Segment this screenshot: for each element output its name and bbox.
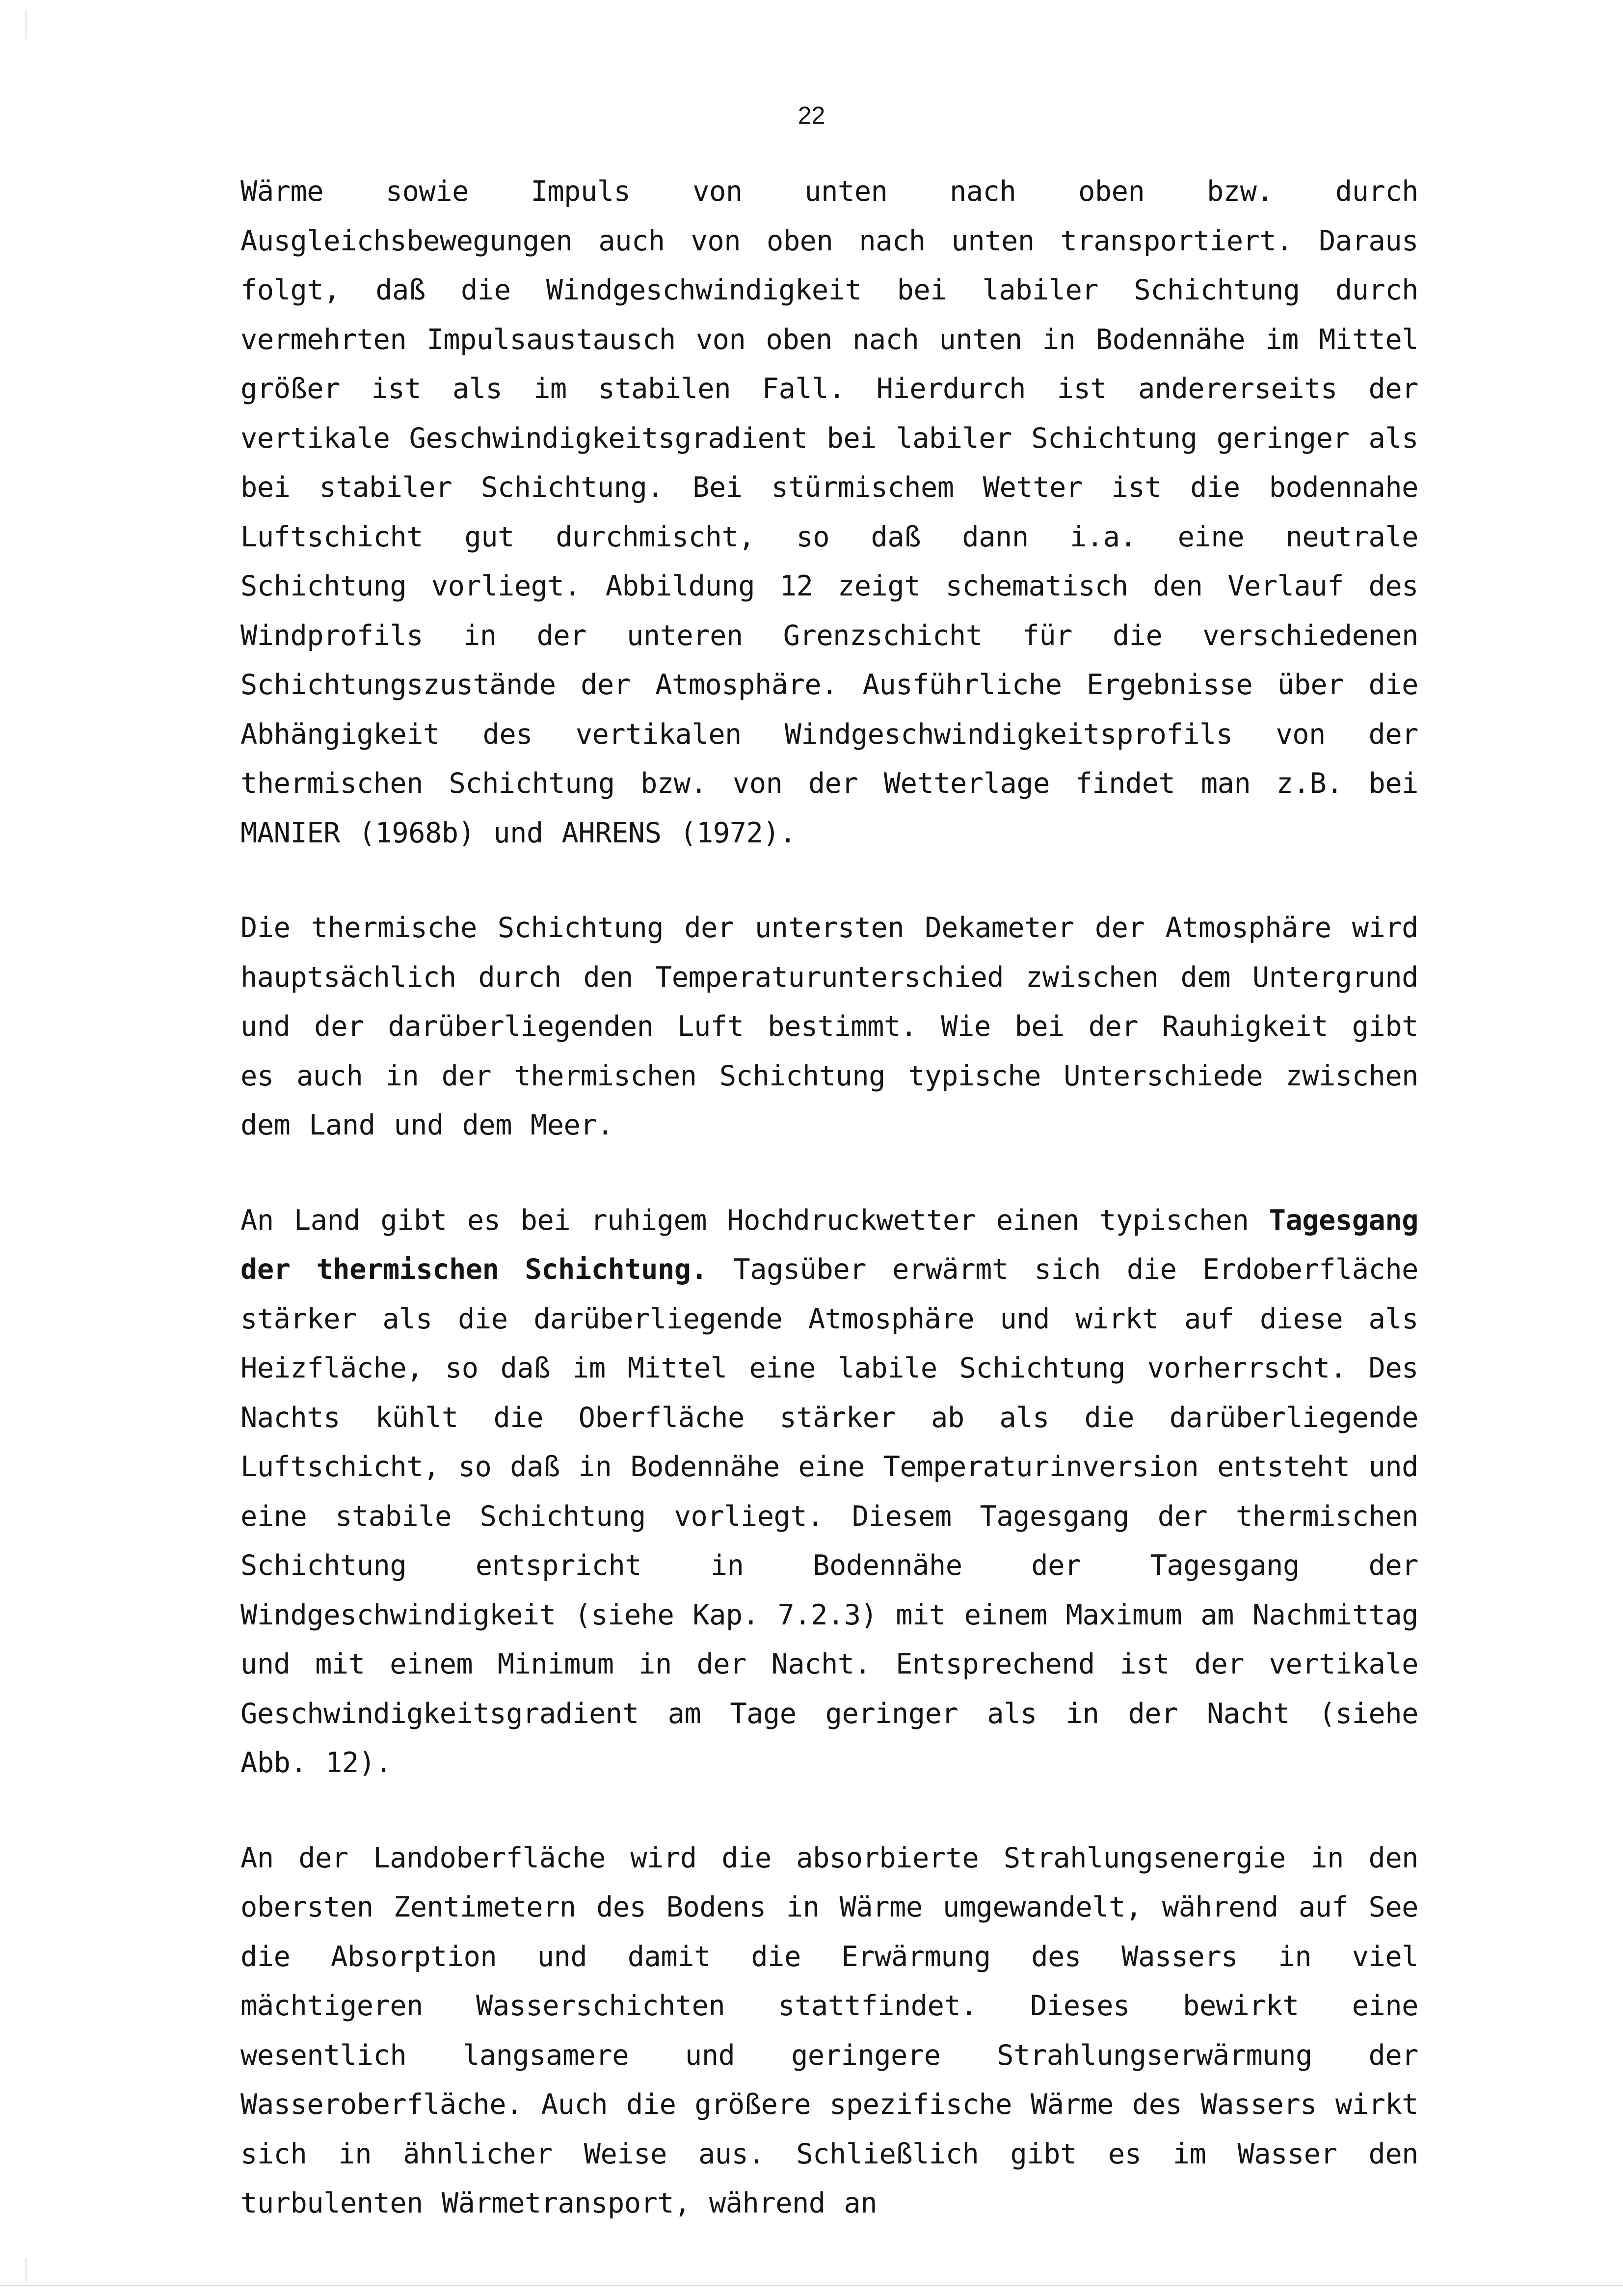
- paragraph-daily-cycle-bold-term: Tagesgang der thermischen Schichtung.: [240, 1204, 1418, 1286]
- paragraph-wind-stratification: Wärme sowie Impuls von unten nach oben bzw. durch Ausgleichsbewegungen auch von oben nach unten transportiert. Daraus folgt, daß die Windgeschwindigkeit bei labiler Schichtung durch vermehrten Impulsaustausch von oben nach unten in Bodennähe im Mittel größer ist als im stabilen Fall. Hierdurch ist andererseits der vertikale Geschwindigkeitsgradient bei labiler Schichtung geringer als bei stabiler Schichtung. Bei stürmischem Wetter ist die bodennahe Luftschicht gut durchmischt, so daß dann i.a. eine neutrale Schichtung vorliegt. Abbildung 12 zeigt schematisch den Verlauf des Windprofils in der unteren Grenzschicht für die verschiedenen Schichtungszustände der Atmosphäre. Ausführliche Ergebnisse über die Abhängigkeit des vertikalen Windgeschwindigkeitsprofils von der thermischen Schichtung bzw. von der Wetterlage findet man z.B. bei MANIER (1968b) und AHRENS (1972).: [240, 175, 1418, 849]
- paragraph-daily-cycle: [240, 1196, 1418, 1788]
- document-body: [240, 167, 1418, 2228]
- paragraph-thermal-stratification: Die thermische Schichtung der untersten Dekameter der Atmosphäre wird hauptsächlich durch den Temperaturunterschied zwischen dem Untergrund und der darüberliegenden Luft bestimmt. Wie bei der Rauhigkeit gibt es auch in der thermischen Schichtung typische Unterschiede zwischen dem Land und dem Meer.: [240, 912, 1418, 1141]
- scan-edge-bottom: [0, 2285, 1623, 2286]
- scan-edge-left-lower: [26, 2258, 27, 2283]
- scan-edge-left: [26, 10, 27, 39]
- paragraph-daily-cycle-rest: Tagsüber erwärmt sich die Erdoberfläche stärker als die darüberliegende Atmosphäre und wirkt auf diese als Heizfläche, so daß im Mittel eine labile Schichtung vorherrscht. Des Nachts kühlt die Oberfläche stärker ab als die darüberliegende Luftschicht, so daß in Bodennähe eine Temperaturinversion entsteht und eine stabile Schichtung vorliegt. Diesem Tagesgang der thermischen Schichtung entspricht in Bodennähe der Tagesgang der Windgeschwindigkeit (siehe Kap. 7.2.3) mit einem Maximum am Nachmittag und mit einem Minimum in der Nacht. Entsprechend ist der vertikale Geschwindigkeitsgradient am Tage geringer als in der Nacht (siehe Abb. 12).: [240, 1253, 1418, 1779]
- page-number: 22: [798, 102, 825, 129]
- paragraph-land-sea-absorption: An der Landoberfläche wird die absorbierte Strahlungsenergie in den obersten Zentimetern des Bodens in Wärme umgewandelt, während auf See die Absorption und damit die Erwärmung des Wassers in viel mächtigeren Wasserschichten stattfindet. Dieses bewirkt eine wesentlich langsamere und geringere Strahlungserwärmung der Wasseroberfläche. Auch die größere spezifische Wärme des Wassers wirkt sich in ähnlicher Weise aus. Schließlich gibt es im Wasser den turbulenten Wärmetransport, während an: [240, 1841, 1418, 2219]
- paragraph-daily-cycle-lead: An Land gibt es bei ruhigem Hochdruckwetter einen typischen: [240, 1204, 1269, 1237]
